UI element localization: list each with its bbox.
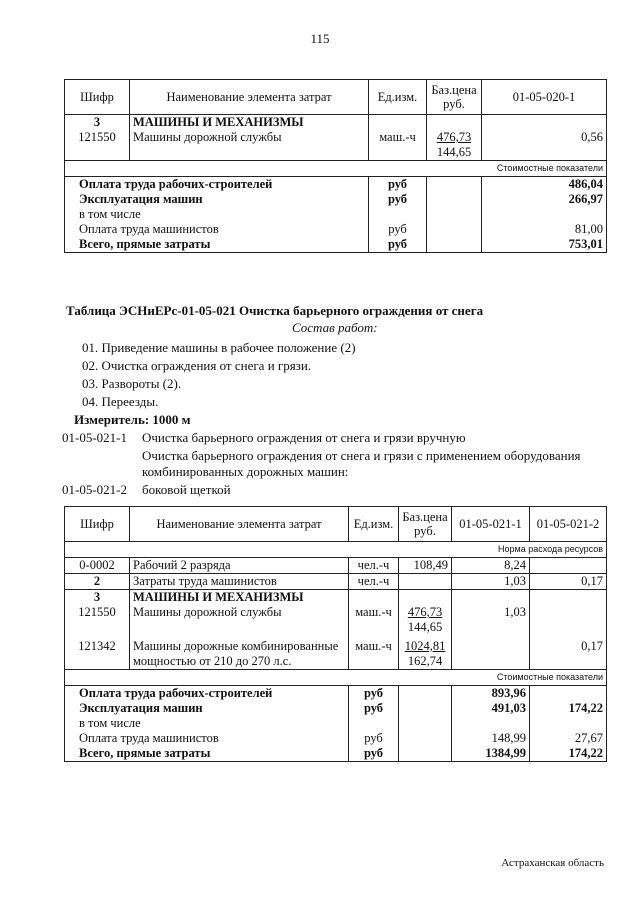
item-code: 01-05-021-2 — [62, 482, 127, 497]
cost-label-row — [65, 161, 607, 177]
table-row: 121342 Машины дорожные комбинированные маш.-ч 1024,81 0,17 — [65, 635, 607, 654]
cost-label: Стоимостные показатели — [65, 161, 607, 177]
meter: Измеритель: 1000 м — [74, 412, 191, 427]
row-name: Машины дорожной службы — [130, 130, 369, 145]
section-title: МАШИНЫ И МЕХАНИЗМЫ — [130, 115, 369, 131]
norm-label-row — [65, 542, 607, 558]
table-row — [65, 115, 607, 131]
section-title: МАШИНЫ И МЕХАНИЗМЫ — [130, 590, 349, 606]
item-text: Очистка барьерного ограждения от снега и грязи с применением оборудования — [142, 448, 581, 463]
table-row: 2 Затраты труда машинистов чел.-ч 1,03 0,17 — [65, 574, 607, 590]
header-price: Баз.цена руб. — [399, 507, 452, 542]
header-price: Баз.цена руб. — [427, 80, 482, 115]
row-code: 121550 — [65, 130, 130, 145]
header-unit: Ед.изм. — [369, 80, 427, 115]
row-unit: маш.-ч — [369, 130, 427, 145]
table-row — [65, 590, 607, 606]
header-norm-1: 01-05-021-1 — [452, 507, 530, 542]
cost-row: в том числе — [65, 207, 607, 222]
header-name: Наименование элемента затрат — [130, 80, 369, 115]
norm-label: Норма расхода ресурсов — [65, 542, 607, 558]
work-step: 04. Переезды. — [82, 394, 159, 409]
table-row: 121550 Машины дорожной службы маш.-ч 476,73 1,03 — [65, 605, 607, 620]
cost-row: Оплата труда рабочих-строителей руб 486,04 — [65, 177, 607, 193]
header-code: Шифр — [65, 80, 130, 115]
table-row: 144,65 — [65, 620, 607, 635]
work-step: 02. Очистка ограждения от снега и грязи. — [82, 358, 312, 373]
header-norm-2: 01-05-021-2 — [530, 507, 607, 542]
header-norm: 01-05-020-1 — [482, 80, 607, 115]
work-step: 03. Развороты (2). — [82, 376, 182, 391]
footer-region: Астраханская область — [501, 857, 604, 869]
row-price: 476,73 — [427, 130, 482, 145]
table-header — [65, 507, 607, 542]
item-text: Очистка барьерного ограждения от снега и грязи вручную — [142, 430, 466, 445]
table-row — [65, 145, 607, 161]
table-row: мощностью от 210 до 270 л.с. 162,74 — [65, 654, 607, 670]
cost-row: Всего, прямые затраты руб 1384,99 174,22 — [65, 746, 607, 762]
item-text: боковой щеткой — [142, 482, 231, 497]
section-code: 3 — [65, 590, 130, 606]
cost-row: Эксплуатация машин руб 266,97 — [65, 192, 607, 207]
header-unit: Ед.изм. — [349, 507, 399, 542]
cost-row: Оплата труда рабочих-строителей руб 893,96 — [65, 686, 607, 702]
table-01-05-021 — [64, 506, 607, 762]
cost-label-row — [65, 670, 607, 686]
table-header — [65, 80, 607, 115]
cost-row: в том числе — [65, 716, 607, 731]
cost-row: Оплата труда машинистов руб 81,00 — [65, 222, 607, 237]
composition-heading: Состав работ: — [292, 320, 378, 335]
work-step: 01. Приведение машины в рабочее положение (2) — [82, 340, 356, 355]
page-number: 115 — [310, 31, 330, 46]
item-code: 01-05-021-1 — [62, 430, 127, 445]
header-code: Шифр — [65, 507, 130, 542]
table-01-05-020 — [64, 79, 607, 253]
cost-row: Оплата труда машинистов руб 148,99 27,67 — [65, 731, 607, 746]
table-row — [65, 130, 607, 145]
cost-row: Эксплуатация машин руб 491,03 174,22 — [65, 701, 607, 716]
table-row: 0-0002 Рабочий 2 разряда чел.-ч 108,49 8,24 — [65, 558, 607, 574]
row-value: 0,56 — [482, 130, 607, 145]
section-code: 3 — [65, 115, 130, 131]
header-name: Наименование элемента затрат — [130, 507, 349, 542]
row-price-2: 144,65 — [427, 145, 482, 161]
item-text: комбинированных дорожных машин: — [142, 464, 349, 479]
cost-label: Стоимостные показатели — [65, 670, 607, 686]
cost-row: Всего, прямые затраты руб 753,01 — [65, 237, 607, 253]
table-title: Таблица ЭСНиЕРс-01-05-021 Очистка барьерного ограждения от снега — [66, 303, 484, 318]
